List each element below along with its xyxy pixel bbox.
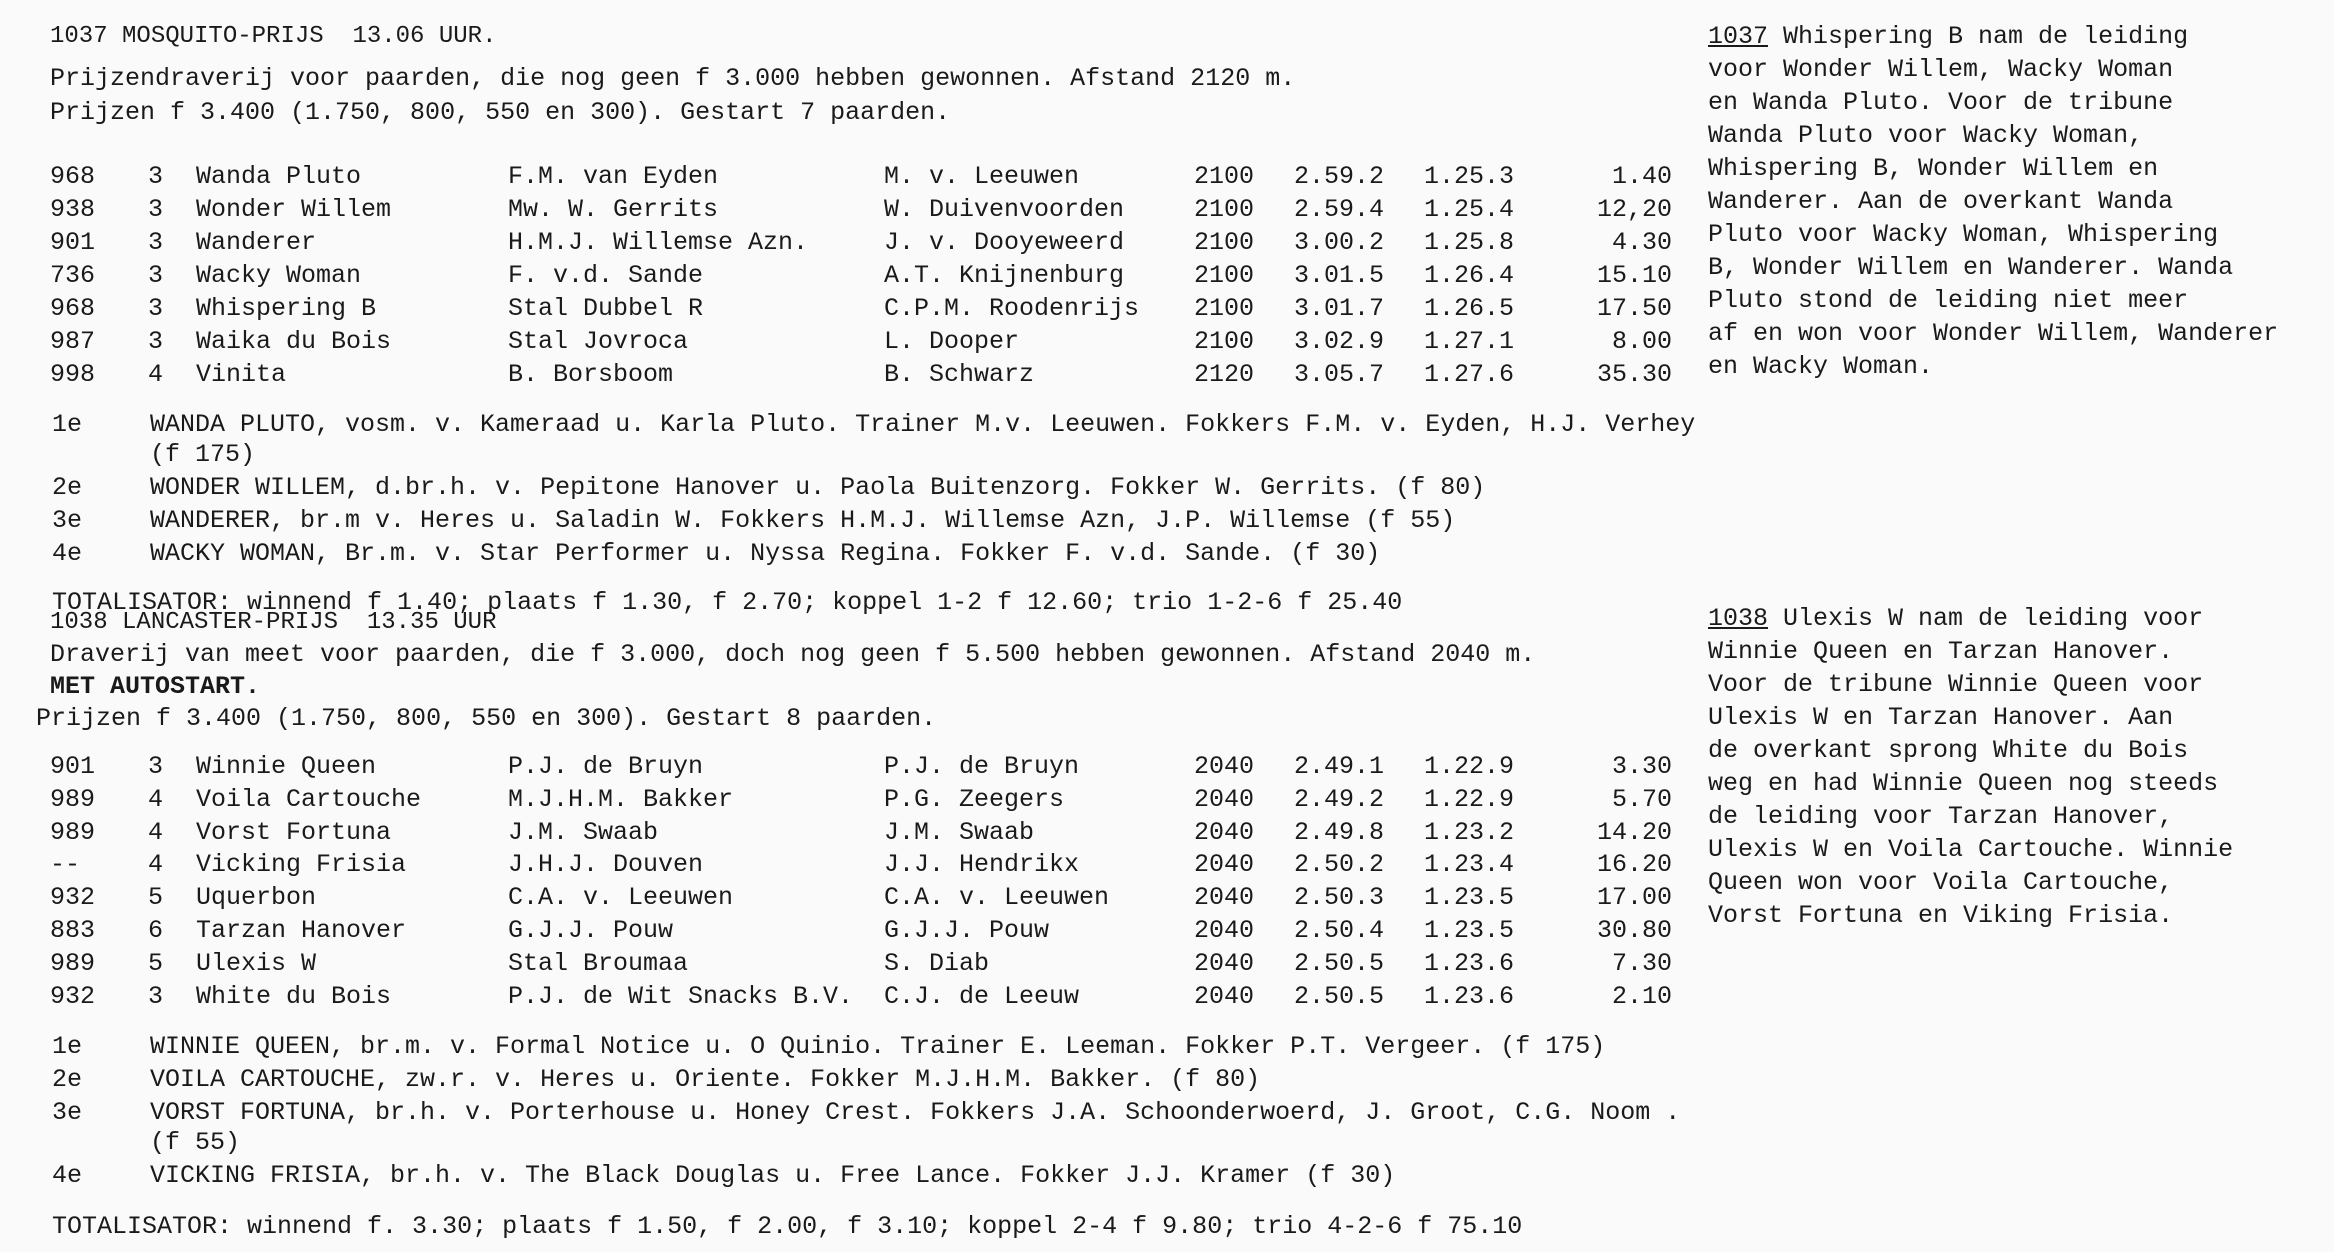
table-row — [0, 752, 1700, 782]
table-row — [0, 327, 1700, 357]
horse-age: 6 — [148, 916, 164, 945]
odds: 8.00 — [1611, 327, 1672, 356]
owner: F. v.d. Sande — [508, 261, 704, 290]
driver: A.T. Knijnenburg — [884, 261, 1125, 290]
km-time: 1.25.8 — [1424, 228, 1515, 257]
horse-age: 3 — [148, 261, 164, 290]
race-time: 2.50.5 — [1294, 981, 1385, 1011]
placing-text: WONDER WILLEM, d.br.h. v. Pepitone Hanover u. Paola Buitenzorg. Fokker W. Gerrits. (f 80) — [150, 473, 1486, 502]
owner: P.J. de Bruyn — [508, 752, 704, 781]
owner: C.A. v. Leeuwen — [508, 883, 734, 913]
driver: C.J. de Leeuw — [884, 981, 1080, 1011]
placing-text: VORST FORTUNA, br.h. v. Porterhouse u. Honey Crest. Fokkers J.A. Schoonderwoerd, J. Groot, C.G. Noom . — [150, 1098, 1681, 1127]
km-time: 1.22.9 — [1424, 752, 1515, 781]
owner: Mw. W. Gerrits — [508, 195, 719, 224]
driver: J. v. Dooyeweerd — [884, 228, 1125, 257]
horse-name: Winnie Queen — [196, 752, 377, 781]
driver: M. v. Leeuwen — [884, 162, 1080, 191]
placing-rank: 3e — [52, 1098, 83, 1127]
race-autostart: MET AUTOSTART. — [50, 672, 261, 701]
horse-age: 3 — [148, 228, 164, 257]
row-number: 968 — [50, 294, 96, 323]
commentary-line: Wanderer. Aan de overkant Wanda — [1708, 187, 2174, 216]
commentary-line: Queen won voor Voila Cartouche, — [1708, 868, 2174, 897]
horse-name: Wanda Pluto — [196, 162, 362, 191]
horse-age: 3 — [148, 294, 164, 323]
commentary-line — [1708, 604, 2203, 634]
race-time: 2.50.5 — [1294, 948, 1385, 978]
horse-age: 5 — [148, 948, 164, 978]
horse-name: Waika du Bois — [196, 327, 392, 356]
km-time: 1.23.2 — [1424, 817, 1515, 847]
driver: B. Schwarz — [884, 360, 1035, 389]
driver: S. Diab — [884, 948, 990, 978]
placing-rank: 3e — [52, 506, 83, 535]
distance: 2100 — [1194, 261, 1255, 290]
row-number: 989 — [50, 817, 96, 847]
race-time: 3.02.9 — [1294, 327, 1385, 356]
race-prizes: Prijzen f 3.400 (1.750, 800, 550 en 300). Gestart 8 paarden. — [36, 704, 937, 733]
race-time: 3.01.5 — [1294, 261, 1385, 290]
table-row — [0, 162, 1700, 192]
odds: 12,20 — [1596, 195, 1672, 224]
distance: 2040 — [1194, 981, 1255, 1011]
horse-name: Wanderer — [196, 228, 317, 257]
row-number: 883 — [50, 916, 96, 945]
commentary-line: Ulexis W en Voila Cartouche. Winnie — [1708, 835, 2234, 864]
table-row — [0, 949, 1700, 979]
race-time: 2.59.2 — [1294, 162, 1385, 191]
table-row — [0, 850, 1700, 880]
owner: Stal Broumaa — [508, 948, 689, 978]
table-row — [0, 818, 1700, 848]
horse-age: 4 — [148, 817, 164, 847]
horse-name: Ulexis W — [196, 948, 317, 978]
row-number: 932 — [50, 981, 96, 1011]
horse-name: White du Bois — [196, 981, 392, 1011]
row-number: 987 — [50, 327, 96, 356]
driver: P.J. de Bruyn — [884, 752, 1080, 781]
row-number: 736 — [50, 261, 96, 290]
horse-name: Voila Cartouche — [196, 784, 422, 814]
km-time: 1.26.4 — [1424, 261, 1515, 290]
distance: 2040 — [1194, 948, 1255, 978]
row-number: 901 — [50, 752, 96, 781]
commentary-line: Vorst Fortuna en Viking Frisia. — [1708, 901, 2174, 930]
odds: 5.70 — [1611, 784, 1672, 814]
driver: G.J.J. Pouw — [884, 916, 1050, 945]
commentary-line: Ulexis W en Tarzan Hanover. Aan — [1708, 703, 2174, 732]
race-time: 2.50.3 — [1294, 883, 1385, 913]
horse-name: Wacky Woman — [196, 261, 362, 290]
commentary-line: Pluto voor Wacky Woman, Whispering — [1708, 220, 2219, 249]
odds: 16.20 — [1596, 850, 1672, 880]
placing-text: WINNIE QUEEN, br.m. v. Formal Notice u. O Quinio. Trainer E. Leeman. Fokker P.T. Vergeer. (f 175) — [150, 1032, 1606, 1061]
owner: P.J. de Wit Snacks B.V. — [508, 981, 854, 1011]
km-time: 1.22.9 — [1424, 784, 1515, 814]
race-header: 1038 LANCASTER-PRIJS 13.35 UUR — [50, 609, 497, 636]
race-time: 2.49.2 — [1294, 784, 1385, 814]
odds: 15.10 — [1596, 261, 1672, 290]
race-description: Draverij van meet voor paarden, die f 3.000, doch nog geen f 5.500 hebben gewonnen. Afstand 2040 m. — [50, 640, 1536, 669]
owner: F.M. van Eyden — [508, 162, 719, 191]
commentary-line: en Wanda Pluto. Voor de tribune — [1708, 88, 2174, 117]
commentary-line: B, Wonder Willem en Wanderer. Wanda — [1708, 253, 2234, 282]
placing-rank: 2e — [52, 1065, 83, 1094]
race-time: 2.49.8 — [1294, 817, 1385, 847]
row-number: 989 — [50, 784, 96, 814]
totalisator: TOTALISATOR: winnend f 1.40; plaats f 1.30, f 2.70; koppel 1-2 f 12.60; trio 1-2-6 f 25.40 — [52, 588, 1403, 617]
commentary-line: de overkant sprong White du Bois — [1708, 736, 2189, 765]
horse-age: 4 — [148, 784, 164, 814]
owner: Stal Jovroca — [508, 327, 689, 356]
race-prizes: Prijzen f 3.400 (1.750, 800, 550 en 300). Gestart 7 paarden. — [50, 98, 951, 127]
owner: Stal Dubbel R — [508, 294, 704, 323]
horse-name: Tarzan Hanover — [196, 916, 407, 945]
driver: J.J. Hendrikx — [884, 850, 1080, 880]
horse-age: 3 — [148, 195, 164, 224]
commentary-line: en Wacky Woman. — [1708, 352, 1934, 381]
placing-text: VICKING FRISIA, br.h. v. The Black Douglas u. Free Lance. Fokker J.J. Kramer (f 30) — [150, 1161, 1396, 1190]
distance: 2040 — [1194, 784, 1255, 814]
placing-text: WANDERER, br.m v. Heres u. Saladin W. Fokkers H.M.J. Willemse Azn, J.P. Willemse (f 55) — [150, 506, 1456, 535]
table-row — [0, 228, 1700, 258]
commentary-line: Pluto stond de leiding niet meer — [1708, 286, 2189, 315]
totalisator: TOTALISATOR: winnend f. 3.30; plaats f 1.50, f 2.00, f 3.10; koppel 2-4 f 9.80; trio 4-2-6 f 75.10 — [52, 1212, 1523, 1241]
km-time: 1.23.6 — [1424, 948, 1515, 978]
race-time: 2.59.4 — [1294, 195, 1385, 224]
placing-rank: 4e — [52, 539, 83, 568]
km-time: 1.27.1 — [1424, 327, 1515, 356]
driver: J.M. Swaab — [884, 817, 1035, 847]
placing-text: (f 55) — [150, 1128, 241, 1157]
driver: L. Dooper — [884, 327, 1020, 356]
driver: C.A. v. Leeuwen — [884, 883, 1110, 913]
odds: 2.10 — [1611, 981, 1672, 1011]
distance: 2040 — [1194, 883, 1255, 913]
distance: 2120 — [1194, 360, 1255, 389]
horse-age: 3 — [148, 981, 164, 1011]
owner: G.J.J. Pouw — [508, 916, 674, 945]
distance: 2100 — [1194, 195, 1255, 224]
commentary-text: Ulexis W nam de leiding voor — [1768, 604, 2204, 633]
placing-rank: 1e — [52, 410, 83, 439]
odds: 7.30 — [1611, 948, 1672, 978]
horse-age: 4 — [148, 360, 164, 389]
distance: 2040 — [1194, 850, 1255, 880]
race-time: 3.05.7 — [1294, 360, 1385, 389]
distance: 2040 — [1194, 916, 1255, 945]
owner: J.M. Swaab — [508, 817, 659, 847]
placing-text: WANDA PLUTO, vosm. v. Kameraad u. Karla Pluto. Trainer M.v. Leeuwen. Fokkers F.M. v. Eyden, H.J. Verhey — [150, 410, 1696, 439]
commentary-line: Voor de tribune Winnie Queen voor — [1708, 670, 2204, 699]
commentary-line: weg en had Winnie Queen nog steeds — [1708, 769, 2219, 798]
odds: 4.30 — [1611, 228, 1672, 257]
horse-age: 3 — [148, 162, 164, 191]
km-time: 1.27.6 — [1424, 360, 1515, 389]
table-row — [0, 982, 1700, 1012]
commentary-line: af en won voor Wonder Willem, Wanderer — [1708, 319, 2279, 348]
odds: 17.50 — [1596, 294, 1672, 323]
horse-name: Whispering B — [196, 294, 377, 323]
odds: 1.40 — [1611, 162, 1672, 191]
race-commentary — [1708, 22, 2328, 381]
row-number: 968 — [50, 162, 96, 191]
horse-name: Wonder Willem — [196, 195, 392, 224]
race-time: 2.50.2 — [1294, 850, 1385, 880]
table-row — [0, 195, 1700, 225]
placing-text: (f 175) — [150, 440, 256, 469]
table-row — [0, 360, 1700, 390]
driver: P.G. Zeegers — [884, 784, 1065, 814]
distance: 2100 — [1194, 162, 1255, 191]
race-time: 3.01.7 — [1294, 294, 1385, 323]
horse-age: 3 — [148, 327, 164, 356]
placing-rank: 2e — [52, 473, 83, 502]
row-number: 932 — [50, 883, 96, 913]
km-time: 1.26.5 — [1424, 294, 1515, 323]
race-commentary — [1708, 604, 2328, 944]
commentary-line: Whispering B, Wonder Willem en — [1708, 154, 2159, 183]
horse-age: 3 — [148, 752, 164, 781]
km-time: 1.25.3 — [1424, 162, 1515, 191]
owner: B. Borsboom — [508, 360, 674, 389]
placing-text: VOILA CARTOUCHE, zw.r. v. Heres u. Oriente. Fokker M.J.H.M. Bakker. (f 80) — [150, 1065, 1261, 1094]
km-time: 1.25.4 — [1424, 195, 1515, 224]
race-description: Prijzendraverij voor paarden, die nog geen f 3.000 hebben gewonnen. Afstand 2120 m. — [50, 64, 1296, 93]
km-time: 1.23.6 — [1424, 981, 1515, 1011]
race-header: 1037 MOSQUITO-PRIJS 13.06 UUR. — [50, 23, 497, 50]
commentary-line — [1708, 22, 2188, 52]
commentary-race-number: 1037 — [1708, 22, 1769, 51]
driver: C.P.M. Roodenrijs — [884, 294, 1140, 323]
distance: 2100 — [1194, 228, 1255, 257]
row-number: -- — [50, 850, 81, 880]
row-number: 998 — [50, 360, 96, 389]
race-time: 3.00.2 — [1294, 228, 1385, 257]
distance: 2100 — [1194, 327, 1255, 356]
race-time: 2.50.4 — [1294, 916, 1385, 945]
km-time: 1.23.4 — [1424, 850, 1515, 880]
km-time: 1.23.5 — [1424, 883, 1515, 913]
driver: W. Duivenvoorden — [884, 195, 1125, 224]
table-row — [0, 785, 1700, 815]
table-row — [0, 294, 1700, 324]
commentary-race-number: 1038 — [1708, 604, 1769, 633]
table-row — [0, 261, 1700, 291]
odds: 30.80 — [1596, 916, 1672, 945]
horse-name: Vorst Fortuna — [196, 817, 392, 847]
placing-rank: 4e — [52, 1161, 83, 1190]
distance: 2040 — [1194, 817, 1255, 847]
row-number: 989 — [50, 948, 96, 978]
owner: M.J.H.M. Bakker — [508, 784, 734, 814]
owner: J.H.J. Douven — [508, 850, 704, 880]
row-number: 901 — [50, 228, 96, 257]
commentary-text: Whispering B nam de leiding — [1768, 22, 2189, 51]
commentary-line: Winnie Queen en Tarzan Hanover. — [1708, 637, 2174, 666]
row-number: 938 — [50, 195, 96, 224]
commentary-line: de leiding voor Tarzan Hanover, — [1708, 802, 2174, 831]
commentary-line: voor Wonder Willem, Wacky Woman — [1708, 55, 2174, 84]
odds: 17.00 — [1596, 883, 1672, 913]
race-time: 2.49.1 — [1294, 752, 1385, 781]
distance: 2040 — [1194, 752, 1255, 781]
odds: 3.30 — [1611, 752, 1672, 781]
horse-name: Uquerbon — [196, 883, 317, 913]
odds: 14.20 — [1596, 817, 1672, 847]
commentary-line: Wanda Pluto voor Wacky Woman, — [1708, 121, 2144, 150]
horse-age: 4 — [148, 850, 164, 880]
odds: 35.30 — [1596, 360, 1672, 389]
table-row — [0, 916, 1700, 946]
placing-text: WACKY WOMAN, Br.m. v. Star Performer u. Nyssa Regina. Fokker F. v.d. Sande. (f 30) — [150, 539, 1381, 568]
horse-name: Vicking Frisia — [196, 850, 407, 880]
horse-name: Vinita — [196, 360, 287, 389]
distance: 2100 — [1194, 294, 1255, 323]
table-row — [0, 883, 1700, 913]
horse-age: 5 — [148, 883, 164, 913]
km-time: 1.23.5 — [1424, 916, 1515, 945]
owner: H.M.J. Willemse Azn. — [508, 228, 809, 257]
placing-rank: 1e — [52, 1032, 83, 1061]
